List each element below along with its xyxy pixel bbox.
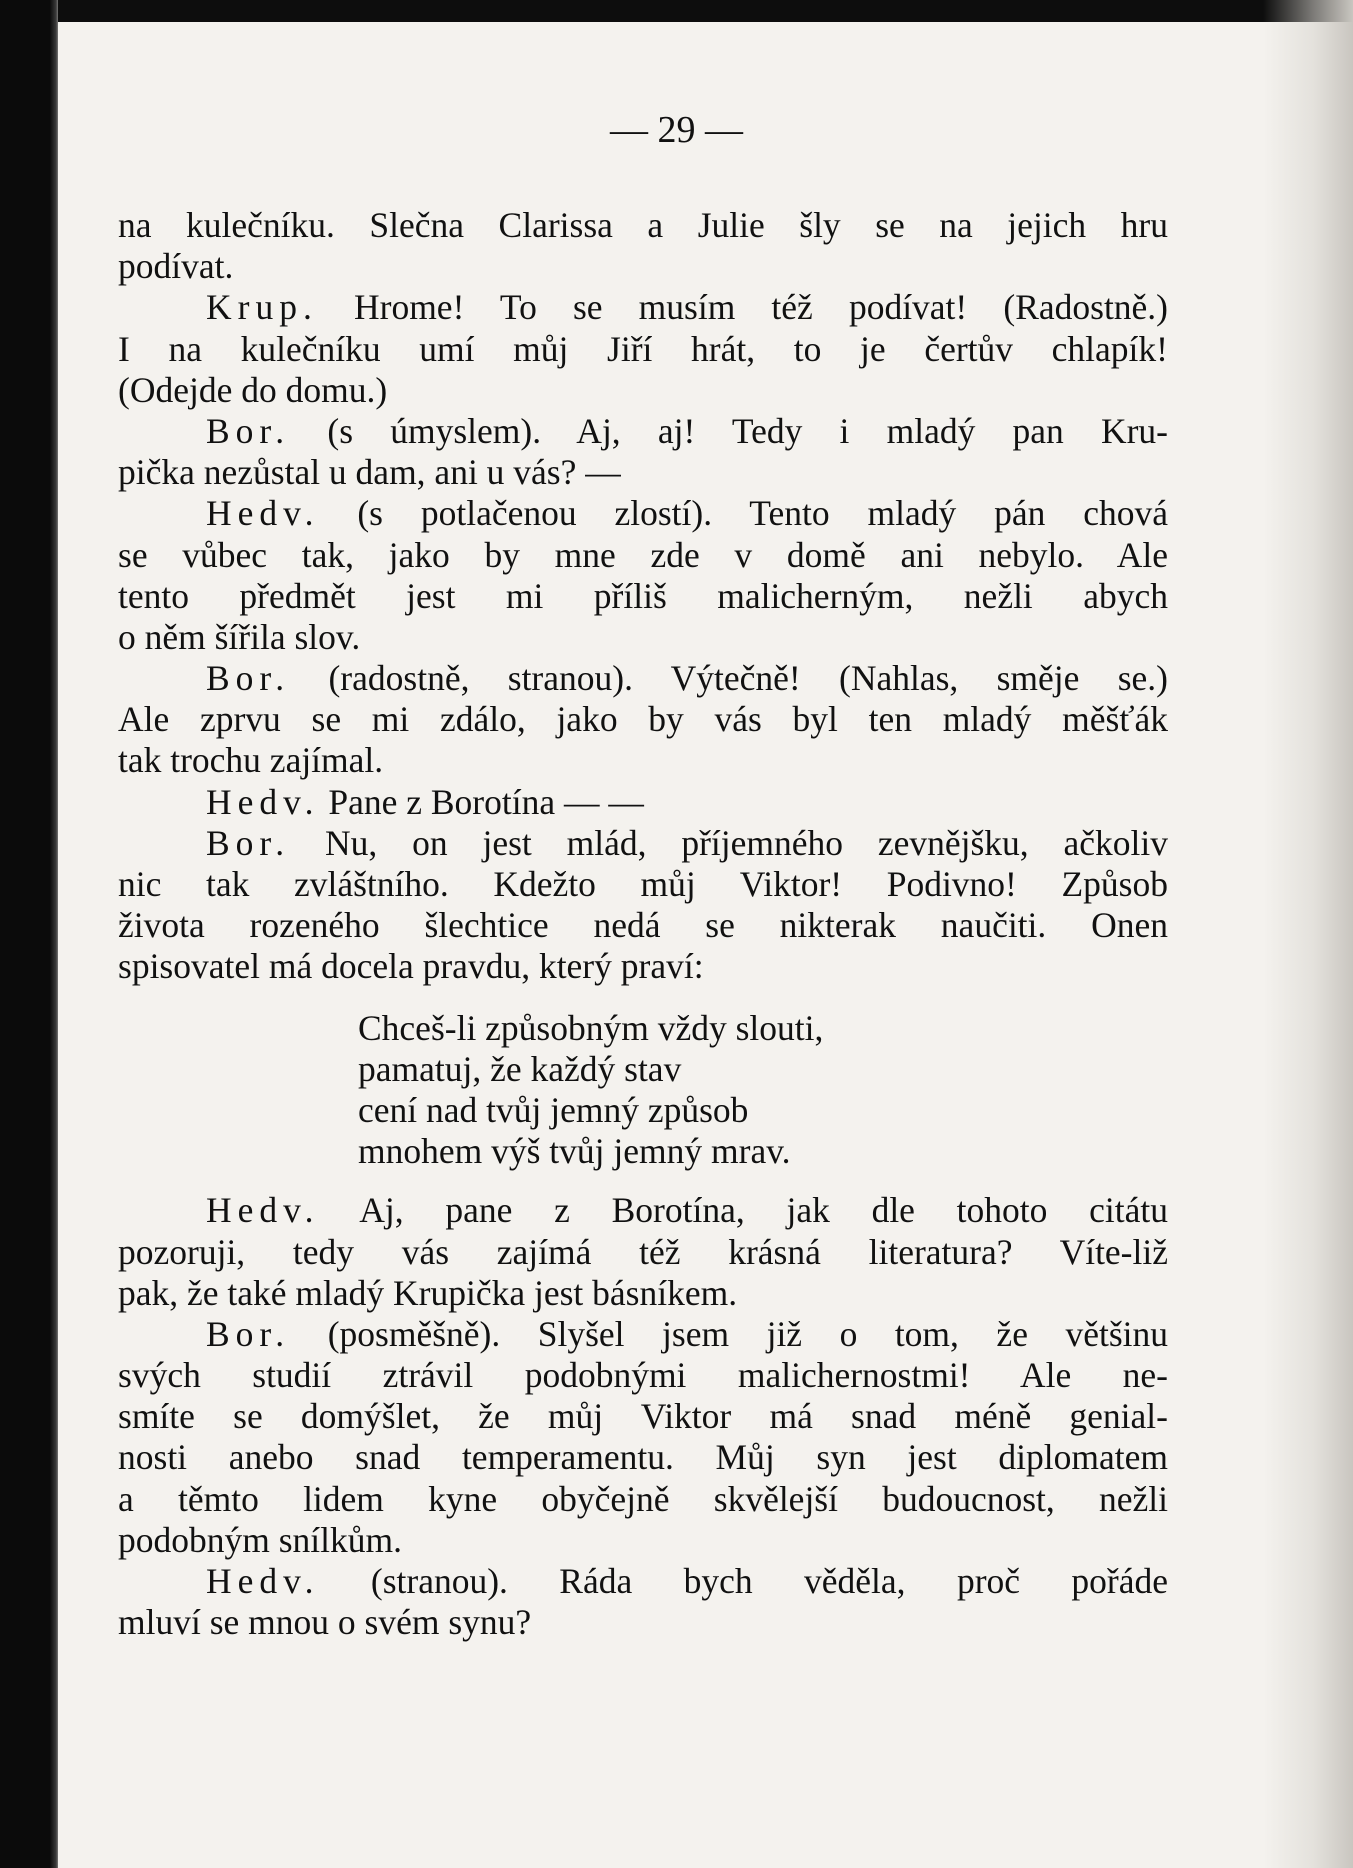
dialogue-line: [118, 658, 1168, 699]
dialogue-line: [118, 1314, 1168, 1355]
speaker-name: Hedv.: [206, 493, 320, 534]
dialogue-line: [118, 1190, 1168, 1231]
text-line: tento předmět jest mi příliš malicherným, nežli abych: [118, 575, 1168, 616]
speaker-name: Hedv.: [206, 1561, 320, 1601]
line-text: (stranou). Ráda bych věděla, proč pořáde: [370, 1561, 1168, 1601]
speaker-name: Bor.: [206, 658, 291, 699]
text-line: pak, že také mladý Krupička jest básníkem.: [118, 1272, 738, 1313]
text-line: svých studií ztrávil podobnými malichernostmi! Ale ne-: [118, 1355, 1168, 1396]
speaker-name: Krup.: [206, 287, 318, 328]
dialogue-line: [118, 782, 1168, 823]
play-text: [118, 205, 1168, 1643]
scan-edge-right: [1263, 0, 1353, 1868]
text-line: podobným snílkům.: [118, 1519, 403, 1560]
text-line: Ale zprvu se mi zdálo, jako by vás byl ten mladý měšťák: [118, 699, 1168, 740]
line-text: (s úmyslem). Aj, aj! Tedy i mladý pan Kru-: [327, 410, 1169, 451]
dialogue-line: [118, 411, 1168, 452]
text-line: pička nezůstal u dam, ani u vás? —: [118, 452, 621, 493]
text-line: nic tak zvláštního. Kdežto můj Viktor! Podivno! Způsob: [118, 864, 1168, 904]
line-text: (radostně, stranou). Výtečně! (Nahlas, směje se.): [328, 658, 1168, 699]
verse-line: mnohem výš tvůj jemný mrav.: [358, 1131, 791, 1172]
page-number: — 29 —: [610, 109, 743, 151]
speaker-name: Hedv.: [206, 781, 320, 822]
text-line: podívat.: [118, 246, 234, 287]
speaker-name: Bor.: [206, 822, 291, 863]
scan-edge-left: [0, 0, 58, 1868]
verse-line: Chceš-li způsobným vždy slouti,: [358, 1007, 824, 1048]
text-line: na kulečníku. Slečna Clarissa a Julie šly se na jejich hru: [118, 205, 1168, 245]
text-line: o něm šířila slov.: [118, 616, 361, 657]
line-text: Aj, pane z Borotína, jak dle tohoto citátu: [359, 1190, 1168, 1231]
text-line: smíte se domýšlet, že můj Viktor má snad méně genial-: [118, 1396, 1168, 1437]
dialogue-line: [118, 1561, 1168, 1602]
text-line: I na kulečníku umí můj Jiří hrát, to je čertův chlapík!: [118, 328, 1168, 369]
text-line: a těmto lidem kyne obyčejně skvělejší budoucnost, nežli: [118, 1478, 1168, 1519]
speaker-name: Hedv.: [206, 1190, 320, 1231]
line-text: Pane z Borotína — —: [328, 781, 644, 822]
text-line: života rozeného šlechtice nedá se nikterak naučiti. Onen: [118, 905, 1168, 946]
dialogue-line: [118, 493, 1168, 534]
line-text: Hrome! To se musím též podívat! (Radostně.): [353, 287, 1169, 328]
verse-quote: [358, 1008, 1168, 1173]
speaker-name: Bor.: [206, 410, 291, 451]
dialogue-line: [118, 823, 1168, 864]
verse-line: cení nad tvůj jemný způsob: [358, 1089, 749, 1130]
scan-edge-top: [0, 0, 1353, 22]
text-line: (Odejde do domu.): [118, 369, 388, 410]
dialogue-line: [118, 287, 1168, 328]
speaker-name: Bor.: [206, 1313, 291, 1354]
line-text: Nu, on jest mlád, příjemného zevnějšku, ačkoliv: [325, 822, 1169, 863]
text-line: pozoruji, tedy vás zajímá též krásná literatura? Víte-liž: [118, 1231, 1168, 1272]
text-line: tak trochu zajímal.: [118, 740, 384, 781]
verse-line: pamatuj, že každý stav: [358, 1048, 682, 1089]
text-line: spisovatel má docela pravdu, který praví:: [118, 946, 704, 987]
text-line: mluví se mnou o svém synu?: [118, 1602, 532, 1643]
text-line: nosti anebo snad temperamentu. Můj syn jest diplomatem: [118, 1437, 1168, 1478]
line-text: (posměšně). Slyšel jsem již o tom, že většinu: [327, 1313, 1169, 1354]
text-line: se vůbec tak, jako by mne zde v domě ani nebylo. Ale: [118, 534, 1168, 575]
line-text: (s potlačenou zlostí). Tento mladý pán chová: [357, 493, 1168, 534]
